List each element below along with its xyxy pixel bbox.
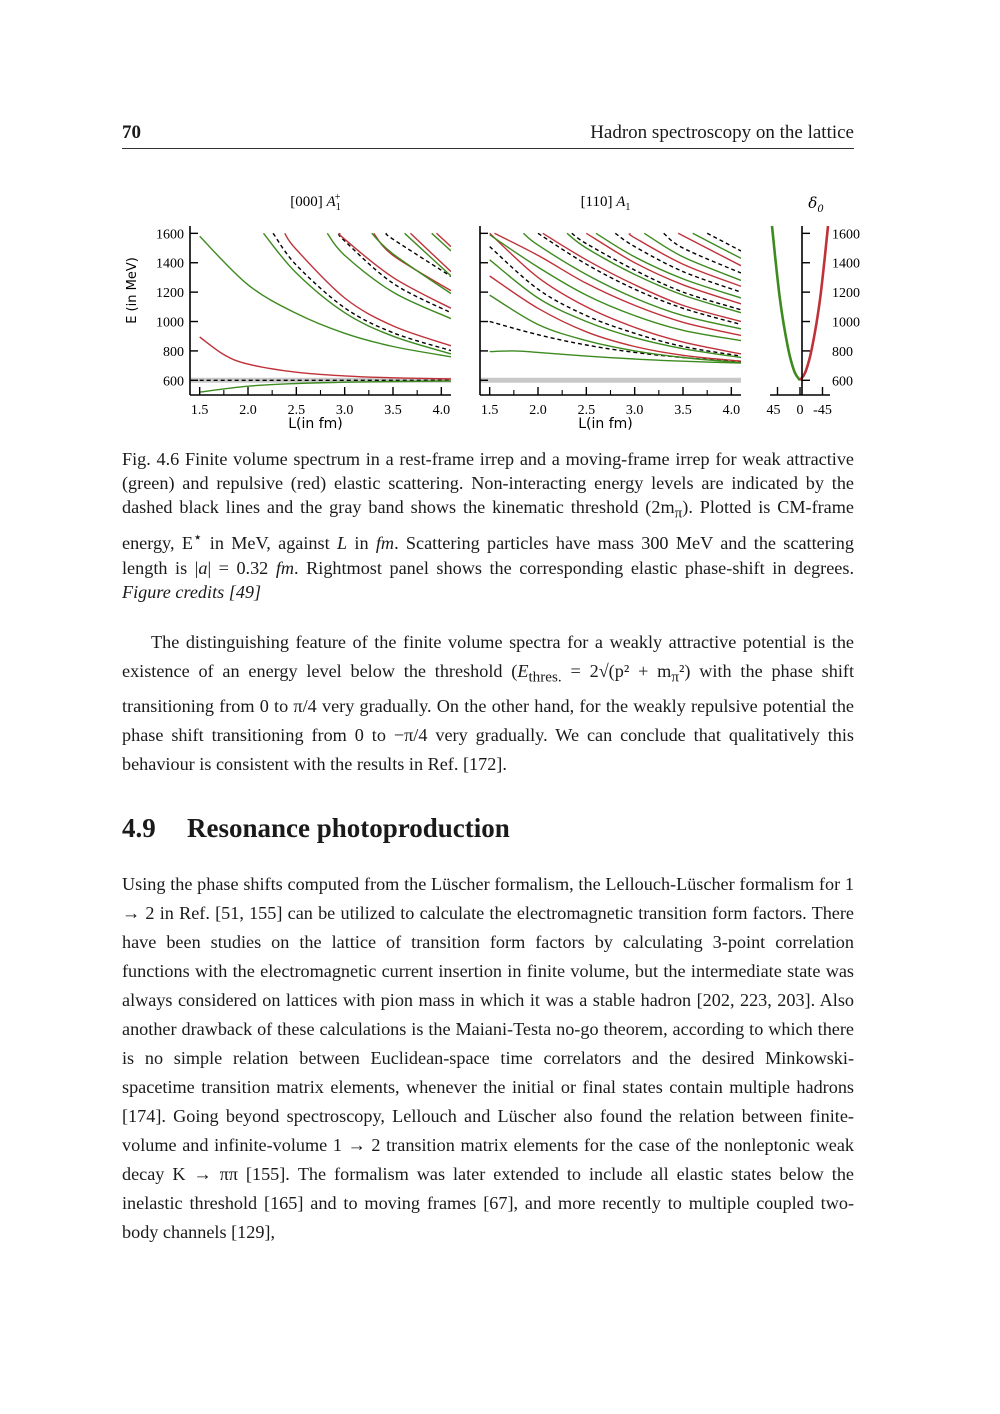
page-header	[122, 120, 854, 149]
caption-text-2: ). Plotted is CM-frame energy, E	[122, 497, 854, 554]
green-level-curve-16	[432, 233, 451, 251]
ytick-label: 1000	[156, 315, 184, 331]
paragraph-1	[122, 628, 854, 779]
running-title: Hadron spectroscopy on the lattice	[590, 122, 854, 143]
page-number: 70	[122, 122, 141, 143]
caption-L: L	[336, 533, 348, 554]
para1-sub: thres.	[528, 668, 562, 686]
x-axis-label: L(in fm)	[578, 416, 633, 432]
caption-pi-sub: π	[674, 505, 683, 523]
caption-fm: fm	[375, 533, 395, 554]
caption-text-7: . Rightmost panel shows the corresponding elastic phase-shift in degrees.	[294, 557, 854, 578]
xtick-label: 3.0	[625, 403, 644, 418]
xtick-label: 2.5	[577, 403, 596, 418]
xtick-label: 2.0	[529, 403, 547, 418]
phase-ytick-label: 1400	[832, 256, 860, 272]
panel-title: [110] $A_1$	[580, 194, 631, 213]
paragraph-2: Using the phase shifts computed from the Lüscher formalism, the Lellouch-Lüscher formalism for 1 → 2 in Ref. [51, 155] can be utilized to calculate the electromagnetic transition form factors. There have been studies on the lattice of transition form factors by calculating 3-point correlation functions with the electromagnetic current insertion in finite volume, but the intermediate state was always considered on lattices with pion mass in which it was a stable hadron [202, 223, 203]. Also another drawback of these calculations is the Maiani-Testa no-go theorem, according to which there is no simple relation between Euclidean-space time correlators and the desired Minkowski-spacetime transition matrix elements, whenever the initial or final states contain multiple hadrons [174]. Going beyond spectroscopy, Lellouch and Lüscher also found the relation between finite-volume and infinite-volume 1 → 2 transition matrix elements for the case of the nonleptonic weak decay K → ππ [155]. The formalism was later extended to include all elastic states below the inelastic threshold [165] and to moving frames [67], and more recently to multiple coupled two-body channels [129],	[122, 874, 854, 1242]
red-level-curve-1	[800, 226, 828, 380]
panel-title: [000] $A_1+$	[290, 192, 341, 213]
red-level-curve-13	[410, 233, 451, 271]
red-level-curve-11	[374, 233, 451, 290]
xtick-label: 2.0	[239, 403, 257, 418]
figure-4-6	[110, 185, 870, 440]
xtick-label: 1.5	[190, 403, 209, 418]
caption-text-1: Finite volume spectrum in a rest-frame irrep and a moving-frame irrep for weak attractive (green) and repulsive (red) elastic scattering. Non-interacting energy levels are indicated by the dashed black lines and the gray band shows the kinematic threshold (2m	[122, 449, 855, 518]
xtick-label: 3.5	[674, 403, 692, 418]
green-level-curve-10	[327, 233, 451, 318]
caption-text-4: in	[347, 533, 376, 554]
xtick-label: 3.0	[335, 403, 354, 418]
xtick-label: 3.5	[384, 403, 402, 418]
xtick-label: 4.0	[722, 403, 741, 418]
caption-fm-2: fm	[275, 557, 295, 578]
green-level-curve-0	[772, 226, 800, 380]
green-level-curve-6	[200, 236, 451, 356]
free-level-curve-22	[707, 233, 741, 251]
section-title: Resonance photoproduction	[187, 813, 510, 843]
green-level-curve-21	[693, 233, 741, 258]
caption-label: Fig. 4.6	[122, 449, 180, 469]
para1-text-b: = 2√(p² + m	[561, 661, 672, 681]
section-number: 4.9	[122, 813, 156, 843]
ytick-label: 1400	[156, 256, 184, 272]
free-level-curve-10	[538, 233, 741, 324]
x-axis-label: L(in fm)	[288, 416, 343, 432]
phase-ytick-label: 1200	[832, 286, 860, 302]
para1-text-c: ²) with the phase shift transitioning from 0 to π/4 very gradually. On the other hand, for the weakly repulsive potential the phase shift transitioning from 0 to −π/4 very gradually. We can conclude that qualitatively this behaviour is consistent with the results in Ref. [172].	[122, 661, 855, 774]
section-heading	[122, 813, 510, 844]
caption-text-3: in MeV, against	[202, 533, 337, 554]
phase-ytick-label: 600	[832, 374, 853, 390]
para1-math: E	[517, 661, 529, 681]
ytick-label: 600	[163, 374, 184, 390]
free-level-curve-2	[339, 233, 451, 312]
ytick-label: 1200	[156, 286, 184, 302]
red-level-curve-17	[629, 233, 741, 286]
caption-text-5: . Scattering particles have mass 300 MeV and the scattering length is |	[122, 533, 854, 578]
panel-title-phase: $\delta_0$	[808, 194, 824, 215]
xtick-label: 1.5	[480, 403, 499, 418]
free-level-curve-3	[386, 233, 451, 276]
phase-ytick-label: 1600	[832, 227, 860, 243]
red-level-curve-7	[285, 233, 451, 345]
xtick-label: 4.0	[432, 403, 451, 418]
xtick-label: 2.5	[287, 403, 306, 418]
red-level-curve-9	[339, 233, 451, 308]
green-level-curve-12	[372, 233, 451, 293]
xtick-label: -45	[813, 403, 832, 418]
caption-star: ⋆	[192, 529, 203, 547]
phase-ytick-label: 800	[832, 344, 853, 360]
y-axis-label: E (in MeV)	[125, 257, 140, 324]
para1-pi: π	[671, 668, 679, 686]
red-level-curve-20	[678, 233, 741, 265]
ytick-label: 800	[163, 344, 184, 360]
ytick-label: 1600	[156, 227, 184, 243]
caption-credits: Figure credits [49]	[122, 581, 262, 602]
xtick-label: 45	[766, 403, 781, 418]
figure-caption	[122, 447, 854, 604]
caption-text-6: | = 0.32	[207, 557, 276, 578]
phase-ytick-label: 1000	[832, 315, 860, 331]
xtick-label: 0	[796, 403, 804, 418]
para1-text-a: The distinguishing feature of the finite volume spectra for a weakly attractive potential is the existence of an energy level below the threshold (	[122, 632, 854, 681]
caption-a: a	[198, 557, 208, 578]
red-level-curve-14	[586, 233, 741, 304]
